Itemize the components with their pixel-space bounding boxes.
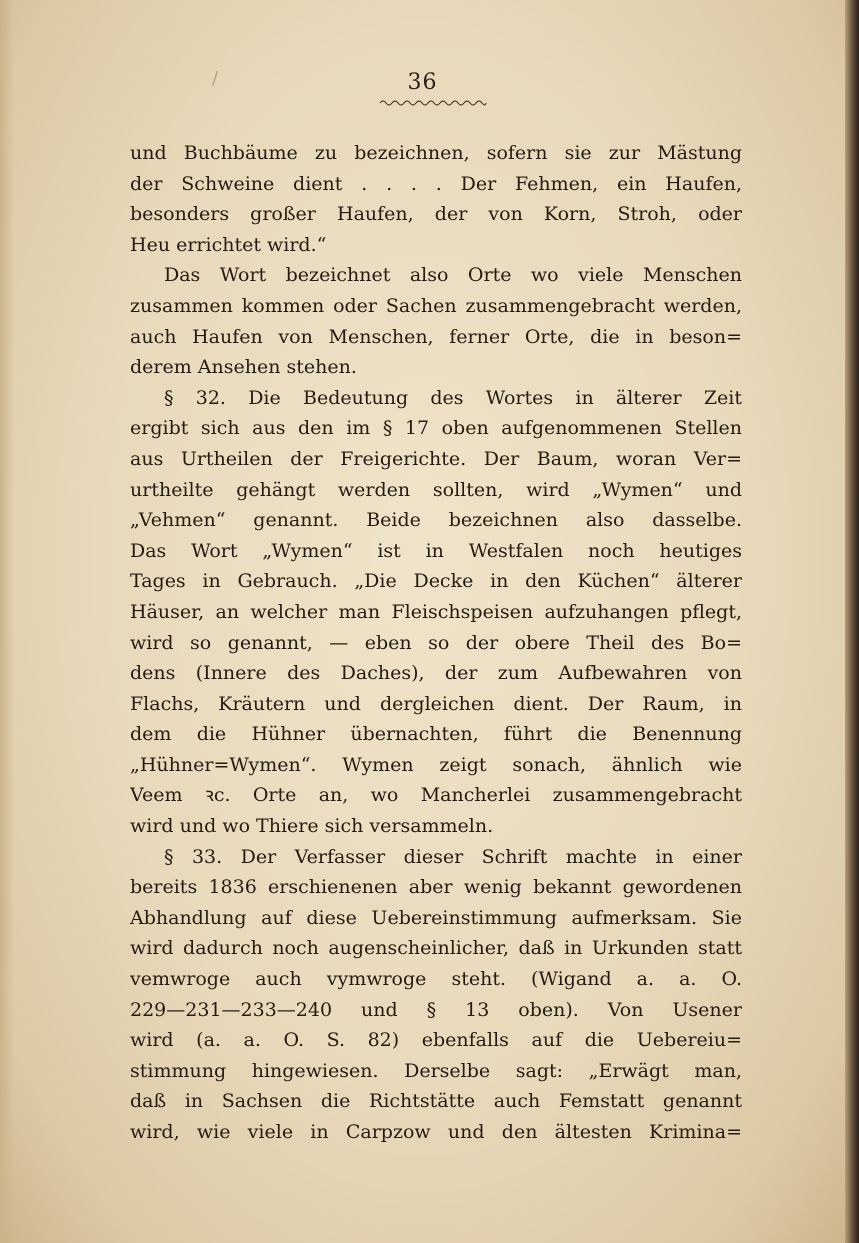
text-line: Flachs, Kräutern und dergleichen dient. Der Raum, in <box>130 692 742 715</box>
text-line: Veem ꝛc. Orte an, wo Mancherlei zusammengebracht <box>130 784 742 807</box>
text-line: derem Ansehen stehen. <box>130 356 357 379</box>
text-line: auch Haufen von Menschen, ferner Orte, die in beson= <box>130 325 742 348</box>
text-line: ergibt sich aus den im § 17 oben aufgenommenen Stellen <box>130 417 742 440</box>
text-line: besonders großer Haufen, der von Korn, Stroh, oder <box>130 203 742 226</box>
text-line: wird so genannt, — eben so der obere Theil des Bo= <box>130 631 742 654</box>
text-line: dem die Hühner übernachten, führt die Benennung <box>130 723 742 746</box>
text-line: aus Urtheilen der Freigerichte. Der Baum, woran Ver= <box>130 447 742 470</box>
body-text <box>130 138 742 1148</box>
text-line: Das Wort „Wymen“ ist in Westfalen noch heutiges <box>130 539 742 562</box>
ornament-rule <box>378 99 488 107</box>
section-32-line: § 32. Die Bedeutung des Wortes in älterer Zeit <box>164 386 742 409</box>
text-line: stimmung hingewiesen. Derselbe sagt: „Erwägt man, <box>130 1059 742 1082</box>
text-line: Heu errichtet wird.“ <box>130 233 327 256</box>
paragraph-start-line: Das Wort bezeichnet also Orte wo viele Menschen <box>164 264 742 287</box>
text-line: „Hühner=Wymen“. Wymen zeigt sonach, ähnlich wie <box>130 753 742 776</box>
section-33-line: § 33. Der Verfasser dieser Schrift machte in einer <box>164 845 742 868</box>
text-line: und Buchbäume zu bezeichnen, sofern sie zur Mästung <box>130 142 742 164</box>
page-stain <box>0 0 14 1243</box>
book-spine-edge <box>845 0 859 1243</box>
text-line: „Vehmen“ genannt. Beide bezeichnen also dasselbe. <box>130 509 742 532</box>
text-line: der Schweine dient . . . . Der Fehmen, ein Haufen, <box>130 172 742 195</box>
text-line: dens (Innere des Daches), der zum Aufbewahren von <box>130 662 742 685</box>
text-line: wird (a. a. O. S. 82) ebenfalls auf die Uebereiu= <box>130 1029 742 1052</box>
text-line: wird und wo Thiere sich versammeln. <box>130 815 494 838</box>
text-line: vemwroge auch vymwroge steht. (Wigand a. a. O. <box>130 968 742 991</box>
text-line: wird, wie viele in Carpzow und den ältesten Krimina= <box>130 1121 742 1143</box>
text-line: Häuser, an welcher man Fleischspeisen aufzuhangen pflegt, <box>130 600 742 623</box>
text-line: zusammen kommen oder Sachen zusammengebracht werden, <box>130 294 742 317</box>
text-line: wird dadurch noch augenscheinlicher, daß in Urkunden statt <box>130 937 742 960</box>
margin-pencil-mark: / <box>212 68 219 89</box>
text-line: bereits 1836 erschienenen aber wenig bekannt gewordenen <box>130 876 742 899</box>
text-line: urtheilte gehängt werden sollten, wird „Wymen“ und <box>130 478 742 501</box>
text-line: 229—231—233—240 und § 13 oben). Von Usener <box>130 998 742 1021</box>
text-line: Abhandlung auf diese Uebereinstimmung aufmerksam. Sie <box>130 906 742 929</box>
text-line: daß in Sachsen die Richtstätte auch Femstatt genannt <box>130 1090 742 1113</box>
text-line: Tages in Gebrauch. „Die Decke in den Küchen“ älterer <box>130 570 742 593</box>
page-number: 36 <box>407 70 438 95</box>
